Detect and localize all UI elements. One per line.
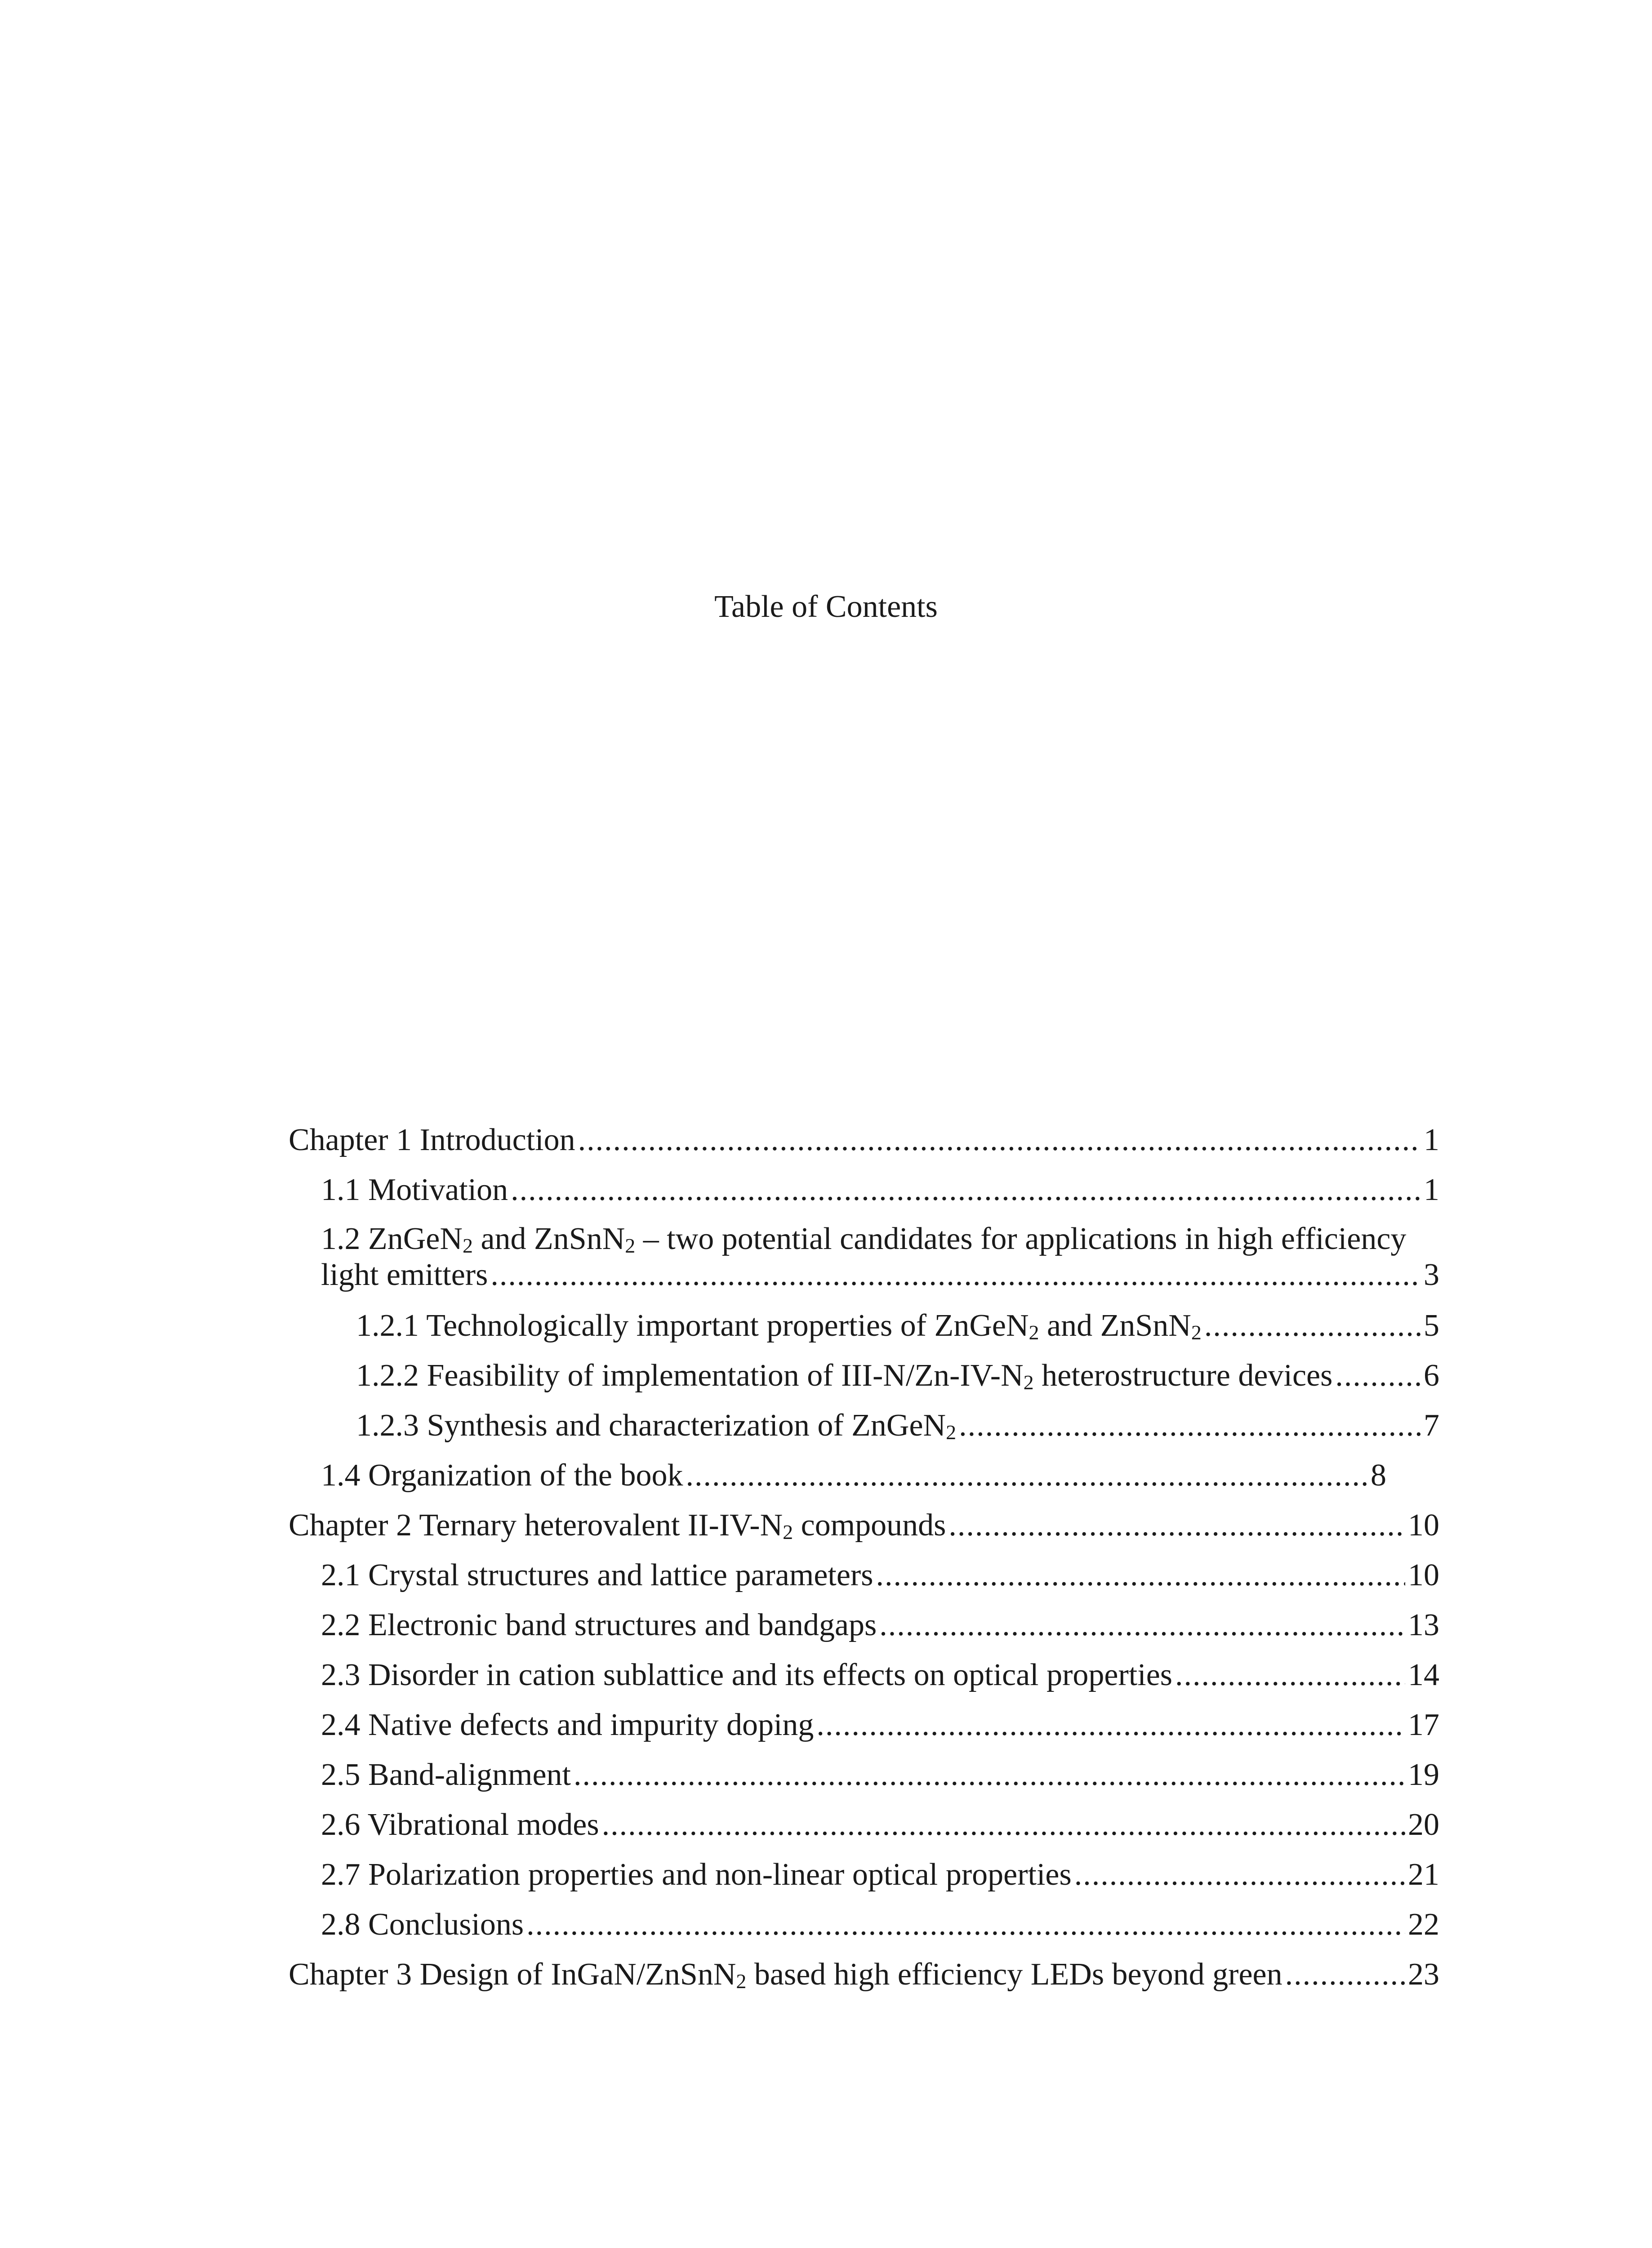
toc-entry-2-4[interactable] [289, 1700, 1439, 1750]
toc-entry-label: 1.1 Motivation [321, 1173, 508, 1207]
toc-page-number: 7 [1424, 1408, 1439, 1443]
toc-page-number: 20 [1408, 1807, 1439, 1842]
dot-leader [1335, 1351, 1421, 1401]
dot-leader [1074, 1850, 1405, 1900]
dot-leader [879, 1600, 1405, 1650]
toc-entry-label: 2.6 Vibrational modes [321, 1807, 599, 1842]
toc-entry-chapter-1[interactable] [289, 1115, 1439, 1165]
toc-page-number: 10 [1408, 1508, 1439, 1543]
toc-entry-2-5[interactable] [289, 1750, 1439, 1800]
dot-leader [1175, 1650, 1405, 1700]
toc-entry-label: 2.7 Polarization properties and non-linear optical properties [321, 1857, 1072, 1892]
toc-page-number: 6 [1424, 1358, 1439, 1393]
toc-entry-chapter-3[interactable] [289, 1949, 1439, 1999]
dot-leader [1204, 1301, 1421, 1351]
toc-entry-2-1[interactable] [289, 1550, 1439, 1600]
toc-entry-label: 1.2.1 Technologically important properties of ZnGeN$_2$ and ZnSnN$_2$ [356, 1308, 1202, 1344]
toc-entry-2-7[interactable] [289, 1850, 1439, 1900]
toc-entry-label: Chapter 3 Design of InGaN/ZnSnN$_2$ based high efficiency LEDs beyond green [289, 1957, 1282, 1993]
toc-entry-label: 1.4 Organization of the book [321, 1458, 683, 1493]
toc-page-number: 14 [1408, 1658, 1439, 1692]
toc-page-number: 1 [1424, 1173, 1439, 1207]
dot-leader [959, 1401, 1421, 1450]
toc-page-number: 17 [1408, 1708, 1439, 1742]
toc-page-number: 8 [1371, 1458, 1386, 1493]
toc-entry-1-2[interactable] [289, 1215, 1439, 1301]
dot-leader [511, 1165, 1421, 1215]
toc-entry-label: 2.4 Native defects and impurity doping [321, 1708, 814, 1742]
page-title: Table of Contents [714, 589, 938, 624]
toc-entry-label: 2.2 Electronic band structures and bandgaps [321, 1608, 877, 1642]
toc-page-number: 22 [1408, 1907, 1439, 1942]
toc-entry-chapter-2[interactable] [289, 1500, 1439, 1550]
toc-page-number: 3 [1424, 1258, 1439, 1292]
toc-page-number: 23 [1408, 1957, 1439, 1992]
toc-entry-label: 1.2 ZnGeN$_2$ and ZnSnN$_2$ – two potential candidates for applications in high efficiency [321, 1222, 1407, 1257]
toc-entry-label: Chapter 1 Introduction [289, 1123, 575, 1157]
toc-entry-1-1[interactable] [289, 1165, 1439, 1215]
toc-entry-label: 2.1 Crystal structures and lattice parameters [321, 1558, 873, 1592]
table-of-contents [289, 1115, 1439, 1999]
toc-entry-label: 2.8 Conclusions [321, 1907, 524, 1942]
dot-leader [602, 1800, 1405, 1850]
dot-leader [948, 1500, 1405, 1550]
toc-entry-label: 1.2.3 Synthesis and characterization of ZnGeN$_2$ [356, 1408, 957, 1444]
toc-page-number: 10 [1408, 1558, 1439, 1592]
toc-entry-2-8[interactable] [289, 1900, 1439, 1949]
toc-entry-2-3[interactable] [289, 1650, 1439, 1700]
toc-entry-1-2-2[interactable] [289, 1351, 1439, 1401]
dot-leader [490, 1257, 1421, 1293]
toc-entry-label: 2.5 Band-alignment [321, 1757, 571, 1792]
toc-entry-label: 1.2.2 Feasibility of implementation of III-$N/Zn-IV-N_2$ heterostructure devices [356, 1358, 1333, 1394]
toc-page-number: 5 [1424, 1308, 1439, 1343]
toc-page-number: 13 [1408, 1608, 1439, 1642]
toc-entry-2-6[interactable] [289, 1800, 1439, 1850]
toc-entry-label: 2.3 Disorder in cation sublattice and its effects on optical properties [321, 1658, 1172, 1692]
dot-leader [816, 1700, 1405, 1750]
toc-page-number: 19 [1408, 1757, 1439, 1792]
toc-entry-label: Chapter 2 Ternary heterovalent $II-IV-N_2$ compounds [289, 1508, 946, 1543]
toc-entry-1-2-3[interactable] [289, 1401, 1439, 1450]
toc-page-number: 1 [1424, 1123, 1439, 1157]
toc-entry-1-4[interactable] [289, 1450, 1386, 1500]
dot-leader [1285, 1949, 1405, 1999]
dot-leader [578, 1115, 1421, 1165]
dot-leader [876, 1550, 1405, 1600]
dot-leader [686, 1450, 1368, 1500]
dot-leader [526, 1900, 1405, 1949]
toc-entry-1-2-1[interactable] [289, 1301, 1439, 1351]
toc-entry-2-2[interactable] [289, 1600, 1439, 1650]
toc-entry-label-continued: light emitters [321, 1258, 488, 1292]
toc-page-number: 21 [1408, 1857, 1439, 1892]
dot-leader [574, 1750, 1405, 1800]
